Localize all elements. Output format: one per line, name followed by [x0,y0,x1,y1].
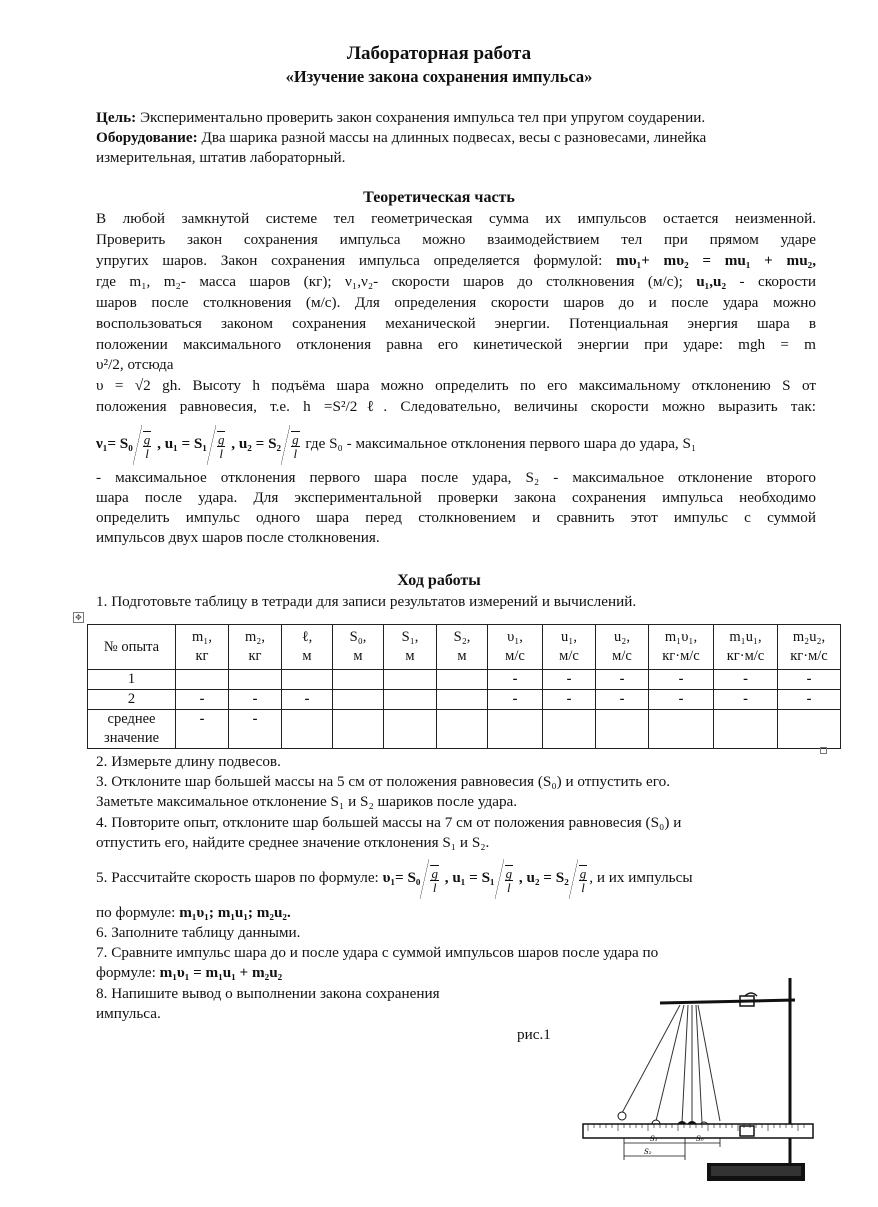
sqrt-g-over-l: $\frac{g}{l}$ [569,859,588,899]
theory-line-7: положении максимального отклонения равна его кинетической энергии при ударе: mgh = m [96,336,816,353]
table-cell [437,670,488,690]
header-cell-text: кг·м/с [662,648,700,664]
theory-line-2: Проверить закон сохранения импульса можно взаимодействием тел при прямом ударе [96,231,816,248]
table-header-cell [176,625,229,670]
header-cell-text: № опыта [103,638,160,655]
header-cell-text: м/с [612,648,632,664]
sqrt-g-over-l: $\frac{g}{l}$ [495,859,514,899]
suspension-bar [660,1000,795,1003]
header-cell-text: S₁, [401,629,419,645]
step-1: 1. Подготовьте таблицу в тетради для записи результатов измерений и вычислений. [96,593,637,610]
header-cell-text: кг [195,648,209,664]
theory-line-14: определить импульс одного шара перед столкновением и сравнить этот импульс с суммой [96,509,816,526]
suspension-thread [656,1005,684,1121]
goal-label: Цель: [96,109,137,126]
table-cell [778,710,841,749]
step-5b-intro: по формуле: [96,904,180,921]
table-row [88,670,841,690]
table-cell [384,670,437,690]
table-cell: - [649,670,714,690]
theory-line-3 [96,251,816,271]
pendulum-apparatus-figure [580,978,820,1188]
table-cell [437,690,488,710]
table-header-cell [88,625,176,670]
table-header-cell [229,625,282,670]
step-5-intro: 5. Рассчитайте скорость шаров по формуле: [96,869,383,886]
table-cell: - [229,690,282,710]
header-cell-text: м [457,648,467,664]
table-move-handle-icon[interactable]: ✥ [73,612,84,623]
table-header-row [88,625,841,670]
page-title: Лабораторная работа [346,43,532,64]
table-cell [282,710,333,749]
table-header-cell [333,625,384,670]
header-cell-text: ℓ, [301,629,313,645]
header-cell-text: м/с [559,648,579,664]
theory-line-9: υ = √2 gh. Высоту h подъёма шара можно определить по его максимальному отклонению S от [96,377,816,394]
table-resize-handle-icon[interactable] [820,747,827,754]
sqrt-g-over-l: $\frac{g}{l}$ [207,425,226,465]
stand-base-top [711,1166,801,1176]
step-2: 2. Измерьте длину подвесов. [96,753,281,770]
step-5b [96,903,816,923]
table-cell: - [176,690,229,710]
step-7b-intro: формуле: [96,964,160,981]
table-header-cell [384,625,437,670]
step-5-v1: υ₁= S₀ [382,869,421,886]
table-cell [333,690,384,710]
table-cell [384,690,437,710]
table-header-cell [649,625,714,670]
table-cell [714,710,778,749]
header-cell-text: м [302,648,312,664]
step-4b: отпустить его, найдите среднее значение отклонения S₁ и S₂. [96,834,490,851]
step-5-u2: , u₂ = S₂ [518,869,569,886]
table-header-cell [282,625,333,670]
goal-text: Экспериментально проверить закон сохранения импульса тел при упругом соударении. [136,109,706,126]
equipment-line-2: измерительная, штатив лабораторный. [96,149,346,166]
equipment-label: Оборудование: [96,129,198,146]
header-cell-text: υ₁, [507,629,523,645]
theory-heading: Теоретическая часть [363,189,515,206]
table-cell [229,670,282,690]
step-3a: 3. Отклоните шар большей массы на 5 см от положения равновесия (S₀) и отпустить его. [96,773,670,790]
header-cell-text: м/с [505,648,525,664]
theory-line-8: υ²/2, отсюда [96,356,174,373]
row-label-cell: 1 [88,670,176,690]
table-cell: - [714,690,778,710]
theory-line-4-text: где m₁, m₂- масса шаров (кг); ν₁,ν₂- скорости шаров до столкновения (м/с); [96,273,683,290]
formula-v1: ν₁= S₀ [96,435,133,452]
theory-line-5: шаров после столкновения (м/с). Для определения скорости шаров до и после удара можно [96,294,816,311]
header-cell-text: u₁, [561,629,577,645]
step-6: 6. Заполните таблицу данными. [96,924,301,941]
label-s1: S₁ [650,1135,658,1143]
results-table [87,624,841,749]
procedure-heading: Ход работы [397,572,481,589]
table-cell [488,710,543,749]
header-cell-text: S₀, [349,629,367,645]
step-7b-formula: m₁υ₁ = m₁u₁ + m₂u₂ [159,964,283,981]
velocity-formula-line [96,424,816,464]
header-cell-text: кг·м/с [790,648,828,664]
table-header-cell [488,625,543,670]
table-cell: - [543,690,596,710]
header-cell-text: m₂, [245,629,265,645]
table-header-cell [437,625,488,670]
table-cell: - [176,710,229,749]
header-cell-text: кг [248,648,262,664]
table-cell [282,670,333,690]
table-cell: - [778,670,841,690]
table-cell: - [488,690,543,710]
table-cell: - [714,670,778,690]
suspension-thread [682,1005,688,1123]
theory-line-6: воспользоваться законом сохранения механической энергии. Потенциальная энергия шара в [96,315,816,332]
theory-line-4 [96,272,816,292]
sqrt-g-over-l: $\frac{g}{l}$ [420,859,439,899]
theory-line-4-tail: - скорости [726,273,817,290]
sqrt-g-over-l: $\frac{g}{l}$ [133,425,152,465]
step-8a: 8. Напишите вывод о выполнении закона сохранения [96,985,440,1002]
header-cell-text: m₁, [192,629,212,645]
header-cell-text: кг·м/с [726,648,765,664]
table-cell [437,710,488,749]
theory-line-1: В любой замкнутой системе тел геометрическая сумма их импульсов остается неизменной. [96,210,816,227]
figure-caption: рис.1 [517,1026,551,1043]
theory-line-4-bold: u₁,u₂ [682,273,727,290]
theory-line-13: шара после удара. Для экспериментальной проверки закона сохранения импульса необходимо [96,489,816,506]
formula-description: где S₀ - максимальное отклонения первого шара до удара, S₁ [301,435,697,452]
equipment-text: Два шарика разной массы на длинных подвесах, весы с разновесами, линейка [197,129,707,146]
theory-line-12: - максимальное отклонения первого шара после удара, S₂ - максимальное отклонение второго [96,469,816,486]
table-cell: - [596,670,649,690]
table-cell: - [596,690,649,710]
theory-line-15: импульсов двух шаров после столкновения. [96,529,380,546]
step-8b: импульса. [96,1005,161,1022]
ball-light [618,1112,626,1120]
theory-line-10: положения равновесия, т.е. h =S²/2ℓ. Следовательно, величины скорости можно выразить так: [96,398,816,415]
page-subtitle: «Изучение закона сохранения импульса» [285,67,593,86]
formula-u1: , u₁ = S₁ [157,435,207,452]
step-3b: Заметьте максимальное отклонение S₁ и S₂ шариков после удара. [96,793,518,810]
formula-u2: , u₂ = S₂ [231,435,282,452]
table-cell: - [229,710,282,749]
goal-line [96,108,816,128]
table-cell: - [778,690,841,710]
row-label-cell: среднее значение [88,710,176,749]
table-cell: - [488,670,543,690]
header-cell-text: м [353,648,363,664]
sqrt-g-over-l: $\frac{g}{l}$ [281,425,300,465]
table-cell [384,710,437,749]
equipment-line [96,128,816,148]
table-cell [649,710,714,749]
label-s2: S₂ [644,1148,652,1156]
table-cell [333,710,384,749]
header-cell-text: m₂u₂, [792,629,826,645]
table-header-cell [596,625,649,670]
table-cell: - [282,690,333,710]
table-cell [596,710,649,749]
header-cell-text: м [405,648,415,664]
row-label-cell: 2 [88,690,176,710]
theory-line-3-text: упругих шаров. Закон сохранения импульса определяется формулой: [96,252,603,269]
table-cell: - [543,670,596,690]
table-header-cell [778,625,841,670]
step-7a: 7. Сравните импульс шара до и после удара с суммой импульсов шаров после удара по [96,944,659,961]
step-4a: 4. Повторите опыт, отклоните шар большей массы на 7 см от положения равновесия (S₀) и [96,814,682,831]
step-5b-formulas: m₁υ₁; m₁u₁; m₂u₂. [179,904,291,921]
table-cell [543,710,596,749]
table-row [88,710,841,749]
table-row [88,690,841,710]
step-5-tail: , и их импульсы [589,869,693,886]
header-cell-text: m₁υ₁, [664,629,698,645]
step-5 [96,858,816,898]
header-cell-text: u₂, [614,629,630,645]
table-header-cell [543,625,596,670]
momentum-formula: mυ₁+ mυ₂ = mu₁ + mu₂, [602,252,816,269]
label-s0: S₀ [696,1135,704,1143]
header-cell-text: m₁u₁, [729,629,762,645]
table-cell: - [649,690,714,710]
step-5-u1: , u₁ = S₁ [444,869,495,886]
header-cell-text: S₂, [453,629,471,645]
table-cell [333,670,384,690]
table-header-cell [714,625,778,670]
table-cell [176,670,229,690]
